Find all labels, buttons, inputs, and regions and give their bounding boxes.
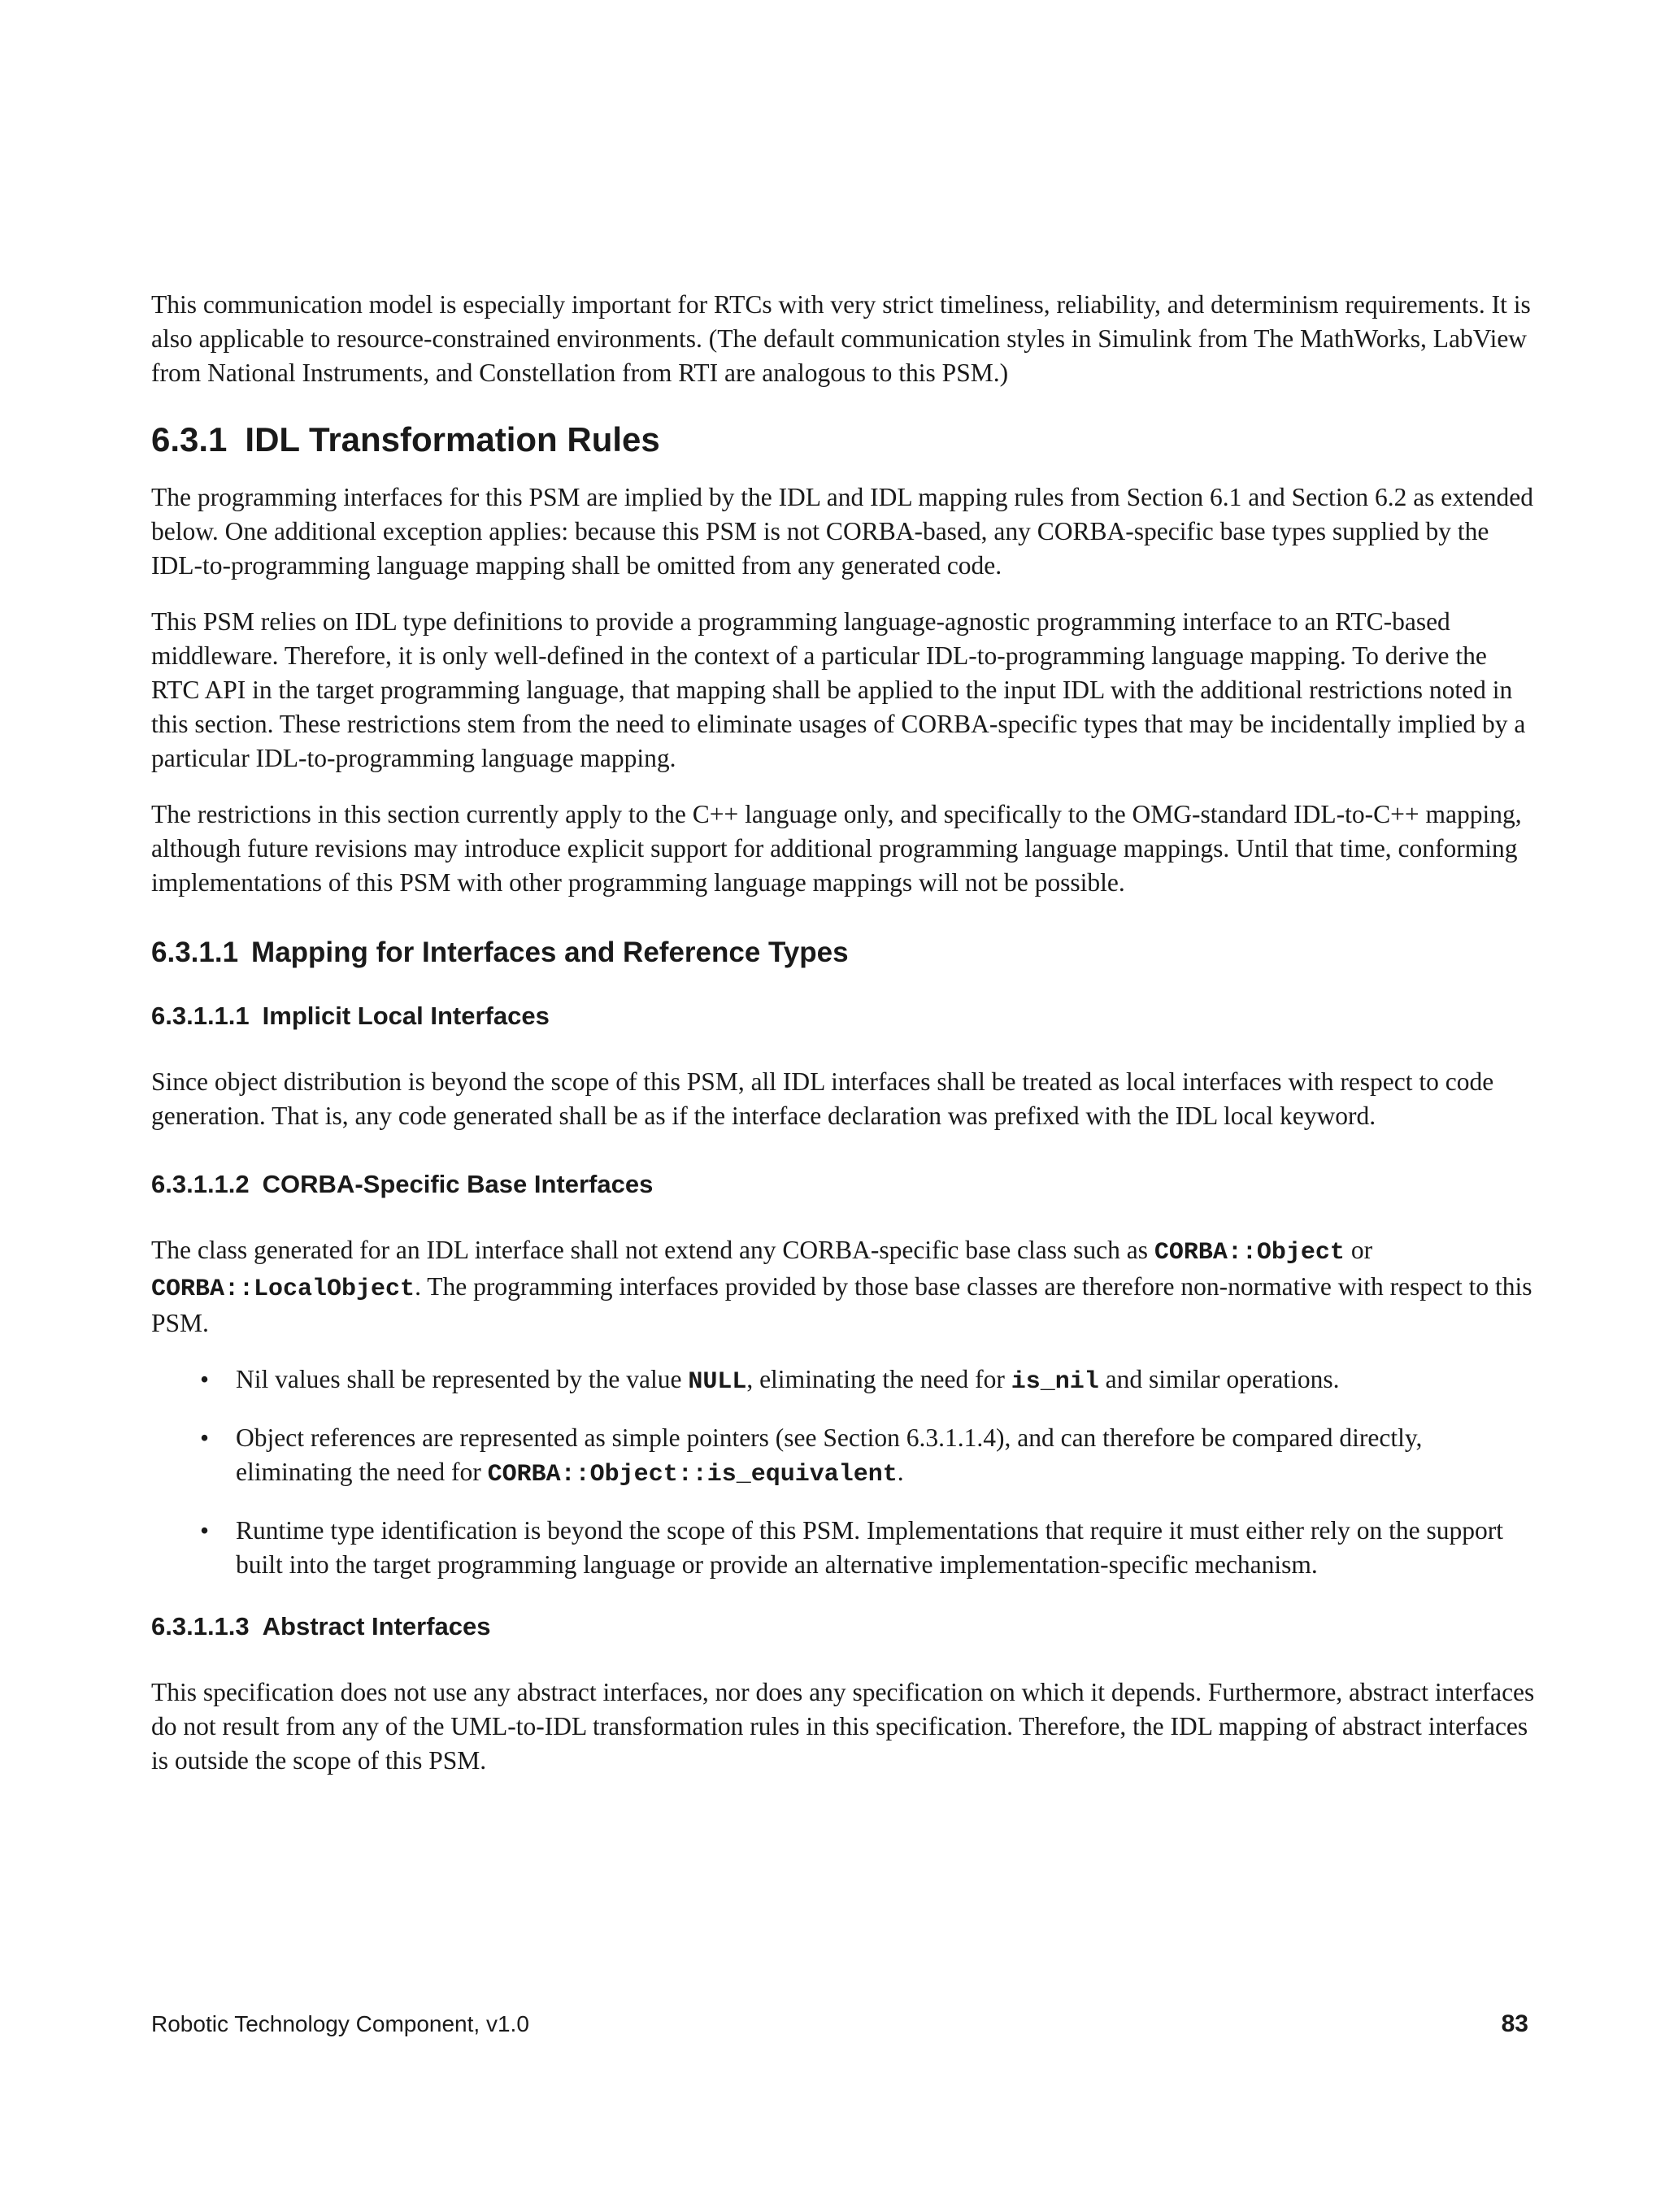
paragraph-idl-type-definitions: This PSM relies on IDL type definitions to provide a programming language-agnostic programming interface to an RTC-based middleware. Therefore, it is only well-defined in the context of a particular IDL-to-programming language mapping. To derive the RTC API in the target programming language, that mapping shall be applied to the input IDL with the additional restrictions noted in this section. These restrictions stem from the need to eliminate usages of CORBA-specific types that may be incidentally implied by a particular IDL-to-programming language mapping.	[151, 607, 1526, 772]
section-number: 6.3.1.1.1	[151, 1002, 250, 1030]
section-number: 6.3.1.1.3	[151, 1612, 250, 1641]
intro-paragraph: This communication model is especially important for RTCs with very strict timeliness, reliability, and determinism requirements. It is also applicable to resource-constrained environments. (The default communication styles in Simulink from The MathWorks, LabView from National Instruments, and Constellation from RTI are analogous to this PSM.)	[151, 290, 1531, 387]
section-number: 6.3.1.1.2	[151, 1170, 250, 1198]
list-item	[151, 1421, 1541, 1492]
paragraph-programming-interfaces: The programming interfaces for this PSM are implied by the IDL and IDL mapping rules from Section 6.1 and Section 6.2 as extended below. One additional exception applies: because this PSM is not CORBA-based, any CORBA-specific base types supplied by the IDL-to-programming language mapping shall be omitted from any generated code.	[151, 483, 1534, 580]
text-run: Runtime type identification is beyond the scope of this PSM. Implementations that require it must either rely on the support built into the target programming language or provide an alternative implementation-specific mechanism.	[236, 1516, 1503, 1579]
paragraph-corba-base	[151, 1233, 1541, 1341]
code-is-nil: is_nil	[1011, 1368, 1099, 1396]
text-run: . The programming interfaces provided by those base classes are therefore non-normative with respect to this PSM.	[151, 1272, 1532, 1337]
text-run: , eliminating the need for	[746, 1365, 1011, 1393]
text-run: Nil values shall be represented by the value	[236, 1365, 689, 1393]
list-item	[151, 1362, 1541, 1399]
section-number: 6.3.1	[151, 420, 228, 458]
section-title: Mapping for Interfaces and Reference Types	[251, 937, 849, 968]
bullet-icon: •	[200, 1365, 210, 1393]
bullet-icon: •	[200, 1516, 210, 1545]
section-title: Abstract Interfaces	[262, 1612, 491, 1641]
paragraph-implicit-local: Since object distribution is beyond the scope of this PSM, all IDL interfaces shall be treated as local interfaces with respect to code generation. That is, any code generated shall be as if the interface declaration was prefixed with the IDL local keyword.	[151, 1067, 1494, 1130]
section-6-3-1-1-3-heading	[151, 1611, 1541, 1642]
section-6-3-1-heading	[151, 419, 1541, 460]
text-run: .	[897, 1458, 904, 1486]
code-corba-localobject: CORBA::LocalObject	[151, 1275, 415, 1303]
code-null: NULL	[688, 1368, 747, 1396]
section-6-3-1-1-2-heading	[151, 1169, 1541, 1200]
bullet-icon: •	[200, 1423, 210, 1452]
text-run: The class generated for an IDL interface shall not extend any CORBA-specific base class such as	[151, 1236, 1154, 1264]
page-body	[151, 288, 1541, 1778]
paragraph-abstract-interfaces: This specification does not use any abstract interfaces, nor does any specification on which it depends. Furthermore, abstract interfaces do not result from any of the UML-to-IDL transformation rules in this specification. Therefore, the IDL mapping of abstract interfaces is outside the scope of this PSM.	[151, 1678, 1535, 1775]
page-footer	[151, 2008, 1528, 2040]
code-is-equivalent: CORBA::Object::is_equivalent	[487, 1461, 898, 1488]
section-6-3-1-1-1-heading	[151, 1001, 1541, 1032]
list-item	[151, 1514, 1541, 1582]
bullet-list	[151, 1362, 1541, 1582]
text-run: and similar operations.	[1098, 1365, 1340, 1393]
paragraph-restrictions: The restrictions in this section currently apply to the C++ language only, and specifically to the OMG-standard IDL-to-C++ mapping, although future revisions may introduce explicit support for additional programming language mappings. Until that time, conforming implementations of this PSM with other programming language mappings will not be possible.	[151, 800, 1522, 897]
footer-page-number: 83	[1501, 2010, 1528, 2037]
text-run: or	[1344, 1236, 1373, 1264]
section-title: IDL Transformation Rules	[245, 420, 660, 458]
footer-document-title: Robotic Technology Component, v1.0	[151, 2011, 529, 2036]
section-title: Implicit Local Interfaces	[262, 1002, 550, 1030]
section-number: 6.3.1.1	[151, 937, 239, 968]
section-6-3-1-1-heading	[151, 936, 1541, 970]
section-title: CORBA-Specific Base Interfaces	[262, 1170, 654, 1198]
code-corba-object: CORBA::Object	[1154, 1239, 1345, 1267]
text-run: Object references are represented as simple pointers (see Section 6.3.1.1.4), and can therefore be compared directly, eliminating the need for	[236, 1423, 1423, 1486]
